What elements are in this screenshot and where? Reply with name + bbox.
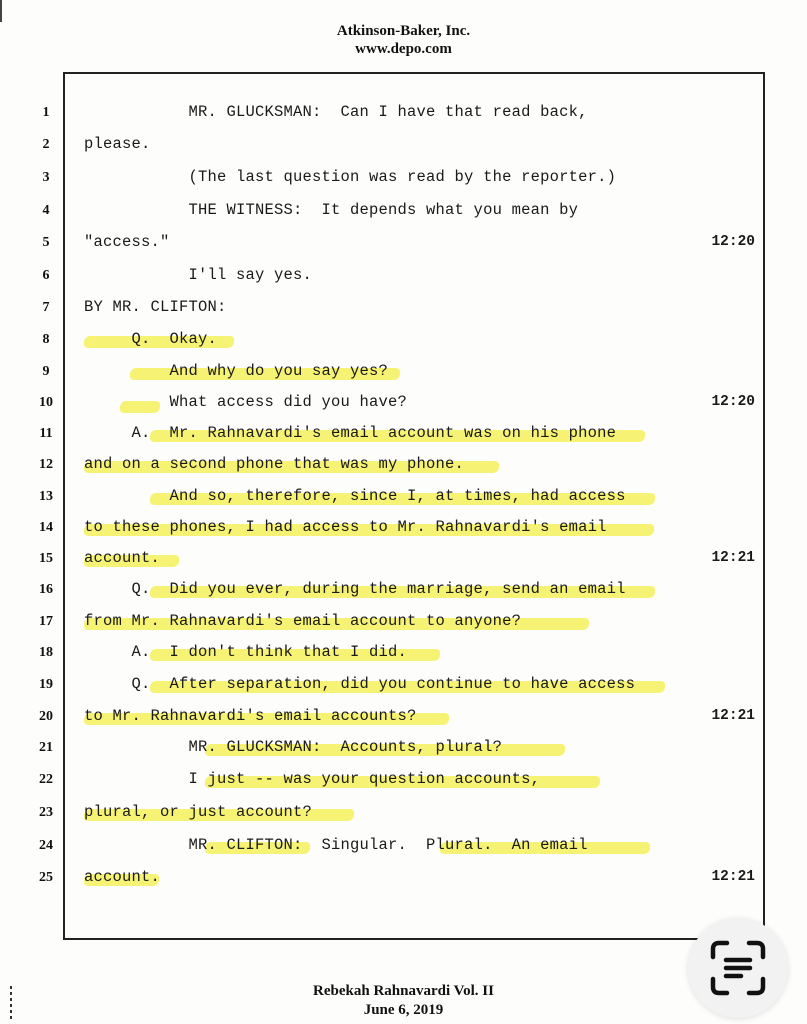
page-header (0, 22, 807, 58)
company-website: www.depo.com (355, 41, 452, 57)
line-number: 8 (42, 332, 50, 347)
transcript-line: And why do you say yes? (84, 362, 389, 380)
line-number: 22 (39, 772, 53, 787)
line-number: 19 (39, 677, 53, 692)
line-number: 9 (42, 364, 50, 379)
transcript-line: Q. Okay. (84, 330, 218, 348)
line-number: 23 (39, 805, 53, 820)
line-number: 15 (39, 551, 53, 566)
transcript-line: (The last question was read by the reporter.) (84, 168, 617, 186)
transcript-line: from Mr. Rahnavardi's email account to anyone? (84, 612, 522, 630)
line-number: 14 (39, 520, 53, 535)
transcript-line: and on a second phone that was my phone. (84, 455, 465, 473)
line-number: 24 (39, 838, 53, 853)
line-number: 5 (42, 235, 50, 250)
transcript-line: And so, therefore, since I, at times, had access (84, 487, 626, 505)
transcript-line: Q. After separation, did you continue to have access (84, 675, 636, 693)
line-number: 17 (39, 614, 53, 629)
line-number: 25 (39, 870, 53, 885)
transcript-line: A. Mr. Rahnavardi's email account was on his phone (84, 424, 617, 442)
transcript-line: to Mr. Rahnavardi's email accounts? (84, 707, 417, 725)
transcript-line: BY MR. CLIFTON: (84, 298, 227, 316)
line-number: 12 (39, 457, 53, 472)
transcript-line: I'll say yes. (84, 266, 313, 284)
transcript-line: I just -- was your question accounts, (84, 770, 541, 788)
line-number: 18 (39, 645, 53, 660)
line-number: 4 (42, 203, 50, 218)
line-number: 2 (42, 137, 50, 152)
transcript-line: to these phones, I had access to Mr. Rahnavardi's email (84, 518, 607, 536)
timestamp: 12:21 (711, 550, 755, 566)
transcript-line: MR. GLUCKSMAN: Can I have that read back, (84, 103, 588, 121)
page-footer (0, 982, 807, 1020)
timestamp: 12:21 (711, 708, 755, 724)
live-text-scan-button[interactable] (688, 918, 788, 1018)
margin-mark (10, 986, 12, 1020)
line-number: 13 (39, 489, 53, 504)
transcript-line: account. (84, 868, 161, 886)
transcript-line: THE WITNESS: It depends what you mean by (84, 201, 579, 219)
line-number: 6 (42, 268, 50, 283)
transcript-line: account. (84, 549, 161, 567)
deponent-volume: Rebekah Rahnavardi Vol. II (313, 983, 494, 999)
timestamp: 12:21 (711, 869, 755, 885)
transcript-line: A. I don't think that I did. (84, 643, 408, 661)
line-number: 21 (39, 740, 53, 755)
transcript-line: MR. GLUCKSMAN: Accounts, plural? (84, 738, 503, 756)
transcript-line: plural, or just account? (84, 803, 313, 821)
scan-corner-mark (0, 0, 8, 22)
line-number: 1 (42, 105, 50, 120)
line-number: 10 (39, 395, 53, 410)
deposition-date: June 6, 2019 (363, 1002, 444, 1018)
transcript-line: please. (84, 135, 151, 153)
company-name: Atkinson-Baker, Inc. (336, 23, 471, 39)
line-number: 16 (39, 582, 53, 597)
transcript-line: "access." (84, 233, 170, 251)
transcript-line: Q. Did you ever, during the marriage, send an email (84, 580, 626, 598)
timestamp: 12:20 (711, 394, 755, 410)
transcript-line: What access did you have? (84, 393, 408, 411)
timestamp: 12:20 (711, 234, 755, 250)
text-scan-icon (709, 939, 767, 997)
line-number: 3 (42, 170, 50, 185)
line-number: 11 (39, 426, 53, 441)
line-number: 20 (39, 709, 53, 724)
transcript-line: MR. CLIFTON: Singular. Plural. An email (84, 836, 588, 854)
line-number: 7 (42, 300, 50, 315)
